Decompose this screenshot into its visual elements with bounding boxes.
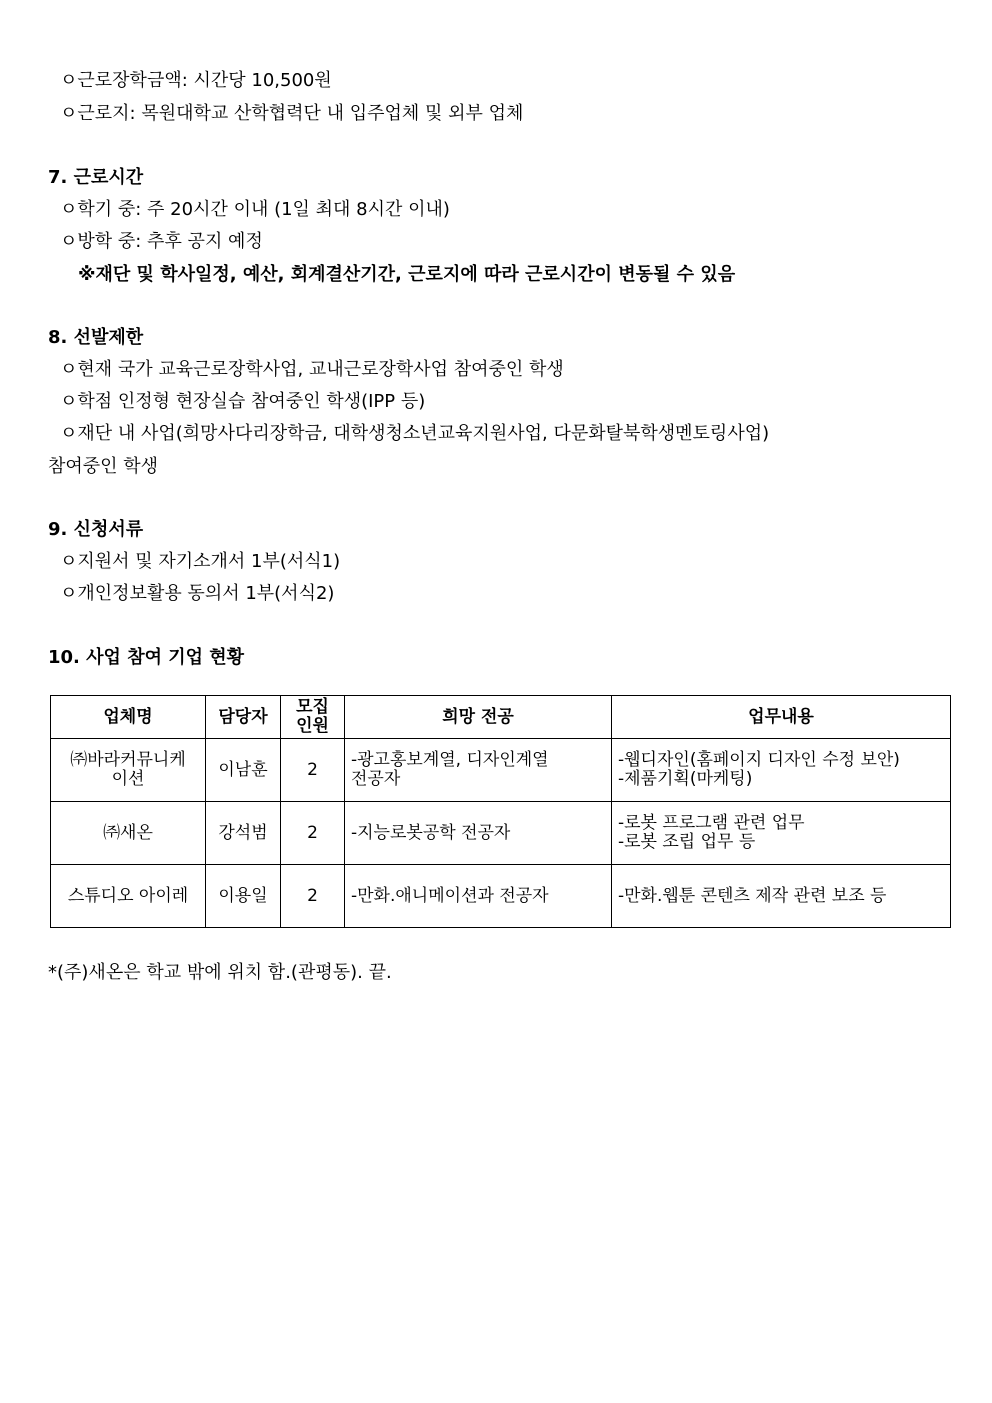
count-cell: 2	[281, 739, 345, 802]
section-7-item: ㅇ방학 중: 추후 공지 예정	[60, 231, 263, 252]
major-line: -광고홍보계열, 디자인계열	[351, 750, 549, 770]
major-cell	[345, 739, 612, 802]
header-major: 희망 전공	[345, 696, 612, 739]
table-header-row	[51, 696, 951, 739]
company-cell	[51, 739, 206, 802]
footer-note: *(주)새온은 학교 밖에 위치 함.(관평동). 끝.	[48, 962, 392, 983]
section-9-item: ㅇ개인정보활용 동의서 1부(서식2)	[60, 583, 335, 604]
manager-cell: 이남훈	[206, 739, 281, 802]
duty-cell	[612, 865, 951, 928]
section-9-title: 9. 신청서류	[48, 519, 144, 540]
scholarship-amount: ㅇ근로장학금액: 시간당 10,500원	[60, 70, 332, 91]
section-9-item: ㅇ지원서 및 자기소개서 1부(서식1)	[60, 551, 341, 572]
header-duty: 업무내용	[612, 696, 951, 739]
header-manager: 담당자	[206, 696, 281, 739]
duty-line: -만화.웹툰 콘텐츠 제작 관련 보조 등	[618, 885, 887, 906]
manager-cell: 이용일	[206, 865, 281, 928]
companies-table	[50, 695, 951, 928]
duty-line: -로봇 조립 업무 등	[618, 832, 756, 852]
table-row	[51, 802, 951, 865]
header-recruit-line: 인원	[296, 716, 329, 736]
section-8-continuation: 참여중인 학생	[48, 456, 159, 477]
manager-cell: 강석범	[206, 802, 281, 865]
major-line: 전공자	[351, 769, 401, 789]
duty-cell	[612, 739, 951, 802]
header-recruit-line: 모집	[296, 697, 329, 717]
count-cell: 2	[281, 802, 345, 865]
table-row	[51, 739, 951, 802]
section-10-title: 10. 사업 참여 기업 현황	[48, 647, 245, 668]
section-7-title: 7. 근로시간	[48, 167, 144, 188]
major-line: -지능로봇공학 전공자	[351, 822, 511, 843]
company-name-line: ㈜바라커뮤니케	[70, 750, 186, 770]
table-row	[51, 865, 951, 928]
duty-line: -제품기획(마케팅)	[618, 769, 753, 789]
section-8-item: ㅇ재단 내 사업(희망사다리장학금, 대학생청소년교육지원사업, 다문화탈북학생멘토링사업)	[60, 423, 770, 444]
section-7-item: ㅇ학기 중: 주 20시간 이내 (1일 최대 8시간 이내)	[60, 199, 450, 220]
company-cell	[51, 865, 206, 928]
section-8-item: ㅇ현재 국가 교육근로장학사업, 교내근로장학사업 참여중인 학생	[60, 359, 564, 380]
header-recruit-count	[281, 696, 345, 739]
company-name-line: 스튜디오 아이레	[67, 885, 189, 906]
company-cell	[51, 802, 206, 865]
workplace: ㅇ근로지: 목원대학교 산학협력단 내 입주업체 및 외부 업체	[60, 103, 524, 124]
section-8-title: 8. 선발제한	[48, 327, 144, 348]
duty-cell	[612, 802, 951, 865]
company-name-line: ㈜새온	[103, 822, 153, 843]
section-8-item: ㅇ학점 인정형 현장실습 참여중인 학생(IPP 등)	[60, 391, 426, 412]
major-cell	[345, 865, 612, 928]
count-cell: 2	[281, 865, 345, 928]
company-name-line: 이션	[111, 769, 145, 789]
section-7-note: ※재단 및 학사일정, 예산, 회계결산기간, 근로지에 따라 근로시간이 변동될 수 있음	[78, 264, 736, 285]
duty-line: -웹디자인(홈페이지 디자인 수정 보안)	[618, 750, 900, 770]
duty-line: -로봇 프로그램 관련 업무	[618, 813, 805, 833]
major-line: -만화.애니메이션과 전공자	[351, 885, 549, 906]
header-company: 업체명	[51, 696, 206, 739]
major-cell	[345, 802, 612, 865]
